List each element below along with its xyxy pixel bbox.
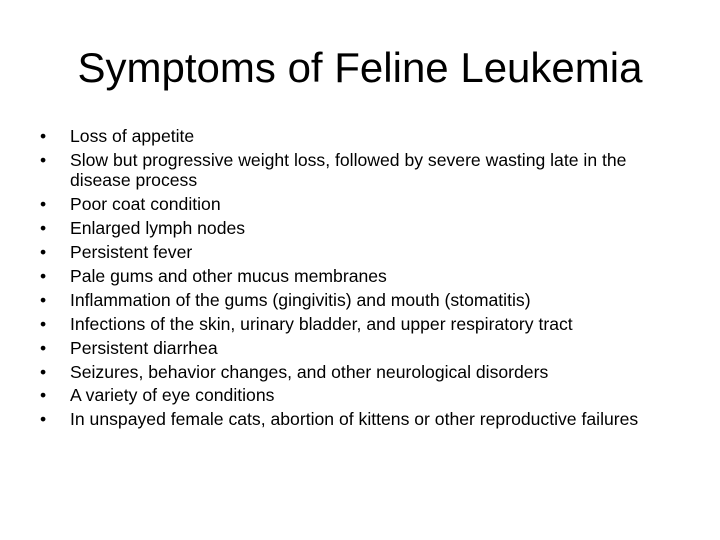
bullet-text: Slow but progressive weight loss, followed by severe wasting late in the disease process (70, 149, 627, 191)
bullet-item (36, 409, 686, 430)
bullet-icon: • (40, 242, 47, 263)
bullet-text: A variety of eye conditions (70, 385, 275, 406)
bullet-item (36, 266, 686, 287)
bullet-icon: • (40, 265, 47, 286)
bullet-icon: • (40, 218, 47, 239)
slide-title: Symptoms of Feline Leukemia (77, 44, 643, 91)
bullet-text: Inflammation of the gums (gingivitis) and mouth (stomatitis) (70, 289, 531, 310)
bullet-text: Enlarged lymph nodes (70, 218, 246, 239)
bullet-item (36, 218, 686, 239)
bullet-item (36, 242, 686, 263)
bullet-item (36, 338, 686, 359)
bullet-text: Poor coat condition (70, 194, 221, 215)
bullet-text: Pale gums and other mucus membranes (70, 265, 387, 286)
bullet-item (36, 362, 686, 383)
bullet-item (36, 194, 686, 215)
bullet-text: In unspayed female cats, abortion of kittens or other reproductive failures (70, 409, 639, 430)
bullet-text: Loss of appetite (70, 126, 195, 146)
bullet-icon: • (40, 385, 47, 406)
bullet-icon: • (40, 337, 47, 358)
bullet-text: Persistent fever (70, 242, 193, 263)
bullet-icon: • (40, 313, 47, 334)
bullet-text: Persistent diarrhea (70, 337, 218, 358)
bullet-list (36, 126, 686, 433)
bullet-icon: • (40, 149, 47, 170)
bullet-icon: • (40, 126, 47, 146)
bullet-item (36, 290, 686, 311)
bullet-text: Infections of the skin, urinary bladder, and upper respiratory tract (70, 313, 573, 334)
bullet-item (36, 126, 686, 147)
bullet-text: Seizures, behavior changes, and other neurological disorders (70, 361, 549, 382)
bullet-icon: • (40, 361, 47, 382)
bullet-item (36, 150, 686, 191)
bullet-icon: • (40, 194, 47, 215)
bullet-icon: • (40, 289, 47, 310)
bullet-item (36, 314, 686, 335)
bullet-item (36, 385, 686, 406)
bullet-icon: • (40, 409, 47, 430)
